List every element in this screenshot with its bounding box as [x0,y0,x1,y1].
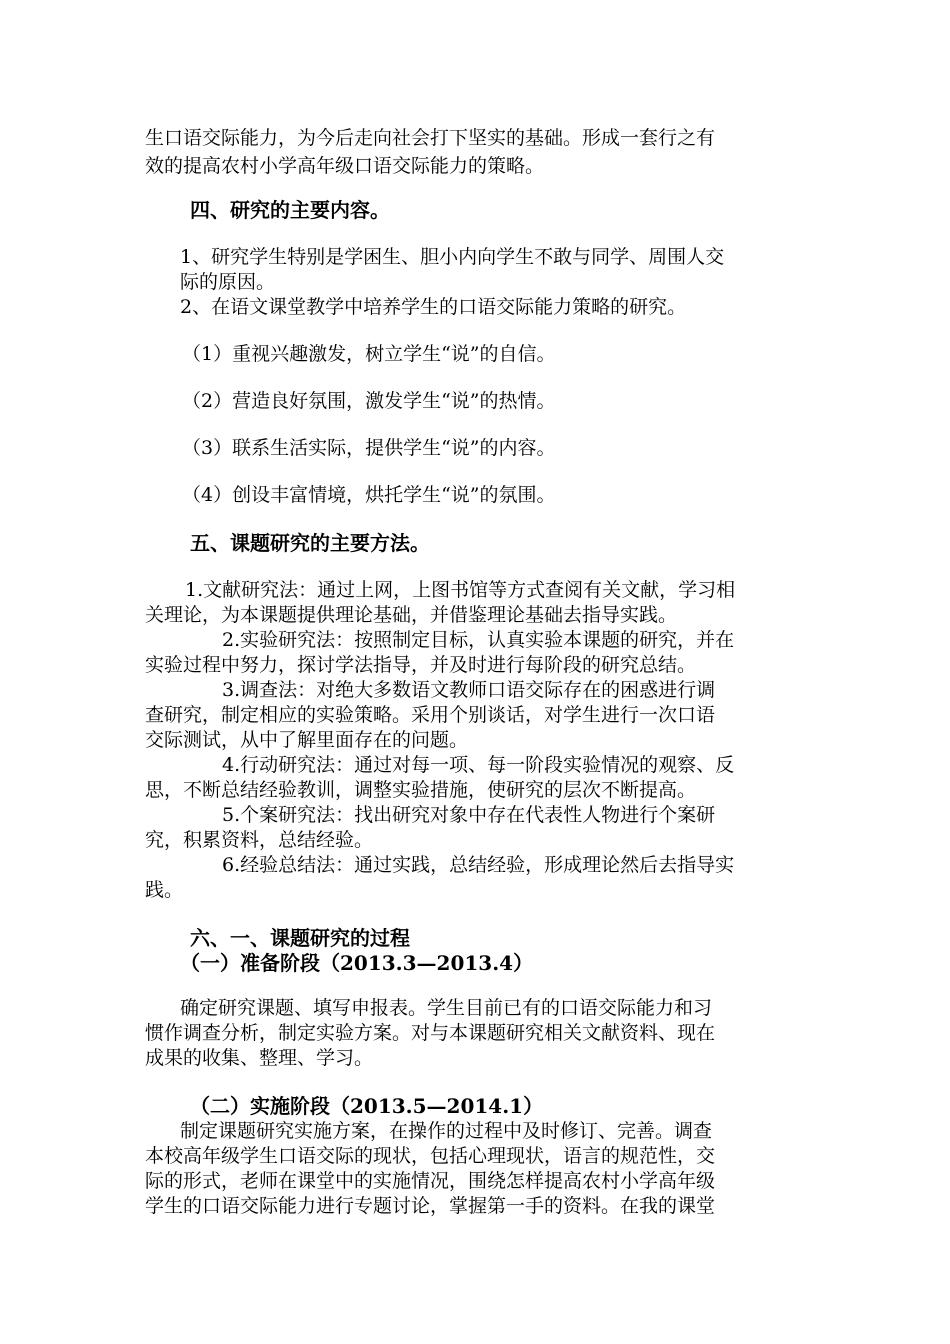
section-4-item-2: 2、在语文课堂教学中培养学生的口语交际能力策略的研究。 [180,296,687,318]
stage-2-line-2: 本校高年级学生口语交际的现状，包括心理现状，语言的规范性，交 [145,1145,716,1167]
method-4-line-2: 思，不断总结经验教训，调整实验措施，使研究的层次不断提高。 [145,779,697,801]
stage-1-heading: （一）准备阶段（2013.3—2013.4） [180,951,534,975]
section-4-heading: 四、研究的主要内容。 [190,198,390,222]
section-4-item-1-line-2: 际的原因。 [180,271,276,293]
stage-2-heading: （二）实施阶段（2013.5—2014.1） [190,1094,544,1118]
method-5-line-2: 究，积累资料，总结经验。 [145,829,374,851]
stage-2-line-1: 制定课题研究实施方案，在操作的过程中及时修订、完善。调查 [180,1120,713,1142]
stage-1-line-1: 确定研究课题、填写申报表。学生目前已有的口语交际能力和习 [180,997,713,1019]
method-3-line-1: 3.调查法：对绝大多数语文教师口语交际存在的困惑进行调 [222,679,716,701]
section-4-sub-1: （1）重视兴趣激发，树立学生“说”的自信。 [182,343,556,365]
method-1-line-1: 1.文献研究法：通过上网，上图书馆等方式查阅有关文献，学习相 [185,579,736,601]
intro-line-1: 生口语交际能力，为今后走向社会打下坚实的基础。形成一套行之有 [145,127,716,149]
section-4-sub-2: （2）营造良好氛围，激发学生“说”的热情。 [182,390,556,412]
method-1-line-2: 关理论，为本课题提供理论基础，并借鉴理论基础去指导实践。 [145,604,678,626]
section-4-item-1-line-1: 1、研究学生特别是学困生、胆小内向学生不敢与同学、周围人交 [180,246,725,268]
method-2-line-2: 实验过程中努力，探讨学法指导，并及时进行每阶段的研究总结。 [145,654,697,676]
method-4-line-1: 4.行动研究法：通过对每一项、每一阶段实验情况的观察、反 [222,754,735,776]
section-5-heading: 五、课题研究的主要方法。 [190,531,430,555]
stage-2-line-4: 学生的口语交际能力进行专题讨论，掌握第一手的资料。在我的课堂 [145,1195,716,1217]
method-2-line-1: 2.实验研究法：按照制定目标，认真实验本课题的研究，并在 [222,629,735,651]
stage-1-line-3: 成果的收集、整理、学习。 [145,1047,374,1069]
intro-line-2: 效的提高农村小学高年级口语交际能力的策略。 [145,155,545,177]
method-3-line-3: 交际测试，从中了解里面存在的问题。 [145,729,469,751]
method-6-line-1: 6.经验总结法：通过实践，总结经验，形成理论然后去指导实 [222,854,735,876]
method-3-line-2: 查研究，制定相应的实验策略。采用个别谈话，对学生进行一次口语 [145,704,716,726]
section-4-sub-4: （4）创设丰富情境，烘托学生“说”的氛围。 [182,484,556,506]
method-6-line-2: 践。 [145,879,184,901]
stage-1-line-2: 惯作调查分析，制定实验方案。对与本课题研究相关文献资料、现在 [145,1022,716,1044]
section-6-heading: 六、一、课题研究的过程 [190,926,410,950]
stage-2-line-3: 际的形式，老师在课堂中的实施情况，围绕怎样提高农村小学高年级 [145,1170,716,1192]
section-4-sub-3: （3）联系生活实际，提供学生“说”的内容。 [182,437,556,459]
method-5-line-1: 5.个案研究法：找出研究对象中存在代表性人物进行个案研 [222,804,716,826]
